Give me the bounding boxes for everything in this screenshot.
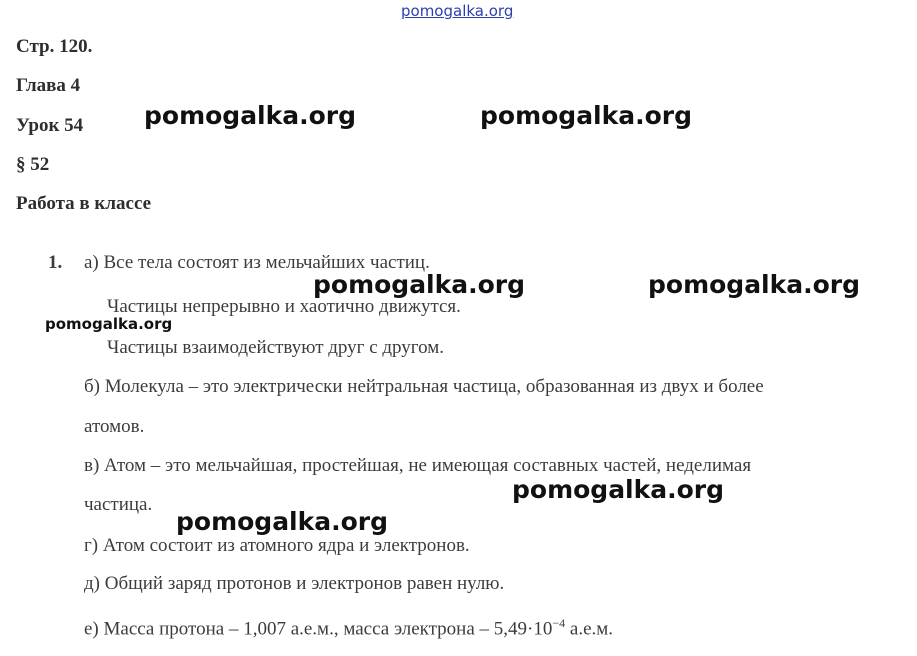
answer-v-line1: в) Атом – это мельчайшая, простейшая, не имеющая составных частей, неделимая xyxy=(84,455,752,476)
answer-e-exponent: −4 xyxy=(552,616,566,630)
answer-e-unit: а.е.м. xyxy=(565,618,614,640)
answer-a-line3: Частицы взаимодействуют друг с другом. xyxy=(107,337,445,358)
section-heading: § 52 xyxy=(16,154,50,175)
watermark: pomogalka.org xyxy=(176,507,389,536)
watermark: pomogalka.org xyxy=(480,101,693,130)
chapter-heading: Глава 4 xyxy=(16,75,81,96)
answer-g: г) Атом состоит из атомного ядра и электронов. xyxy=(84,535,470,556)
answer-d: д) Общий заряд протонов и электронов равен нулю. xyxy=(84,573,505,594)
watermark: pomogalka.org xyxy=(144,101,357,130)
task-number: 1. xyxy=(48,252,63,273)
watermark-top-link[interactable]: pomogalka.org xyxy=(401,2,514,20)
answer-e xyxy=(84,616,613,640)
watermark: pomogalka.org xyxy=(648,270,861,299)
watermark: pomogalka.org xyxy=(45,315,173,333)
answer-a-line1: а) Все тела состоят из мельчайших частиц. xyxy=(84,252,430,273)
answer-b-line1: б) Молекула – это электрически нейтральная частица, образованная из двух и более xyxy=(84,376,764,397)
answer-a-line2: Частицы непрерывно и хаотично движутся. xyxy=(107,296,461,317)
page-number-heading: Стр. 120. xyxy=(16,36,93,57)
lesson-heading: Урок 54 xyxy=(16,115,84,136)
watermark: pomogalka.org xyxy=(512,475,725,504)
classwork-heading: Работа в классе xyxy=(16,193,152,214)
answer-e-text: е) Масса протона – 1,007 а.е.м., масса электрона – 5,49·10 xyxy=(84,618,553,640)
answer-v-line2: частица. xyxy=(84,494,153,515)
watermark: pomogalka.org xyxy=(313,270,526,299)
answer-b-line2: атомов. xyxy=(84,416,145,437)
